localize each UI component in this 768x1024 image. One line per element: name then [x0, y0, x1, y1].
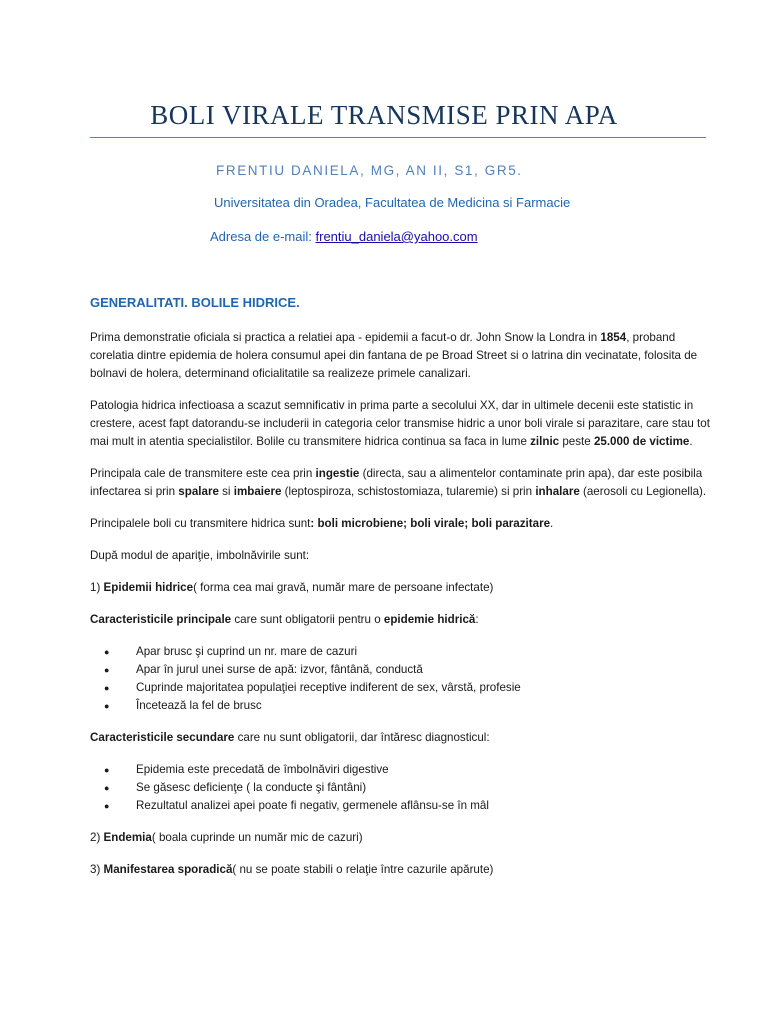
list-item: ● Epidemia este precedată de îmbolnăviri digestive [90, 761, 710, 779]
list-item: ● Apar în jurul unei surse de apă: izvor, fântână, conductă [90, 661, 710, 679]
document-body [90, 329, 710, 893]
document-title: BOLI VIRALE TRANSMISE PRIN APA [150, 100, 618, 130]
bullet-icon: ● [104, 783, 110, 793]
bullet-icon: ● [104, 647, 110, 657]
paragraph-john-snow: Prima demonstratie oficiala si practica a relatiei apa - epidemii a facut-o dr. John Snow la Londra in 1854, proband corelatia dintre epidemia de holera consumul apei din fantana de pe Broad Street si o latrina din vecinatate, folosita de bolnavi de holera, determinand oficialitatile sa realizeze primele canalizari. [90, 331, 698, 380]
secondary-characteristics-list [90, 761, 710, 815]
list-item: ● Rezultatul analizei apei poate fi negativ, germenele aflânsu-se în mâl [90, 797, 710, 815]
university-line: Universitatea din Oradea, Facultatea de Medicina si Farmacie [214, 195, 571, 210]
bullet-icon: ● [104, 683, 110, 693]
list-item: ● Apar brusc şi cuprind un nr. mare de cazuri [90, 643, 710, 661]
title-divider [90, 137, 706, 138]
list-item: ● Cuprinde majoritatea populaţiei receptive indiferent de sex, vârstă, profesie [90, 679, 710, 697]
paragraph-pathology: Patologia hidrica infectioasa a scazut semnificativ in prima parte a secolului XX, dar in ultimele decenii este statistic in crestere, acest fapt datorandu-se includerii in categoria celor transmise hidric a unor boli virale si parazitare, care stau tot mai mult in atentia specialistilor. Bolile cu transmitere hidrica continua sa faca in lume zilnic peste 25.000 de victime. [90, 399, 710, 448]
paragraph-main-characteristics: Caracteristicile principale care sunt obligatorii pentru o epidemie hidrică: [90, 613, 479, 626]
paragraph-disease-types: Principalele boli cu transmitere hidrica sunt: boli microbiene; boli virale; boli parazitare. [90, 517, 554, 530]
bullet-icon: ● [104, 801, 110, 811]
paragraph-endemic: 2) Endemia( boala cuprinde un număr mic de cazuri) [90, 831, 363, 844]
paragraph-secondary-characteristics: Caracteristicile secundare care nu sunt obligatorii, dar întăresc diagnosticul: [90, 731, 490, 744]
paragraph-sporadic: 3) Manifestarea sporadică( nu se poate stabili o relaţie între cazurile apărute) [90, 863, 494, 876]
list-item: ● Încetează la fel de brusc [90, 697, 710, 715]
main-characteristics-list [90, 643, 710, 715]
bullet-icon: ● [104, 665, 110, 675]
email-line [210, 229, 478, 244]
paragraph-epidemics: 1) Epidemii hidrice( forma cea mai gravă, număr mare de persoane infectate) [90, 581, 494, 594]
bullet-icon: ● [104, 765, 110, 775]
email-label: Adresa de e-mail: [210, 229, 316, 244]
section-heading: GENERALITATI. BOLILE HIDRICE. [90, 295, 300, 310]
author-line: FRENTIU DANIELA, MG, AN II, S1, GR5. [216, 163, 523, 178]
email-link[interactable]: frentiu_daniela@yahoo.com [315, 229, 478, 244]
bullet-icon: ● [104, 701, 110, 711]
paragraph-onset: După modul de apariţie, imbolnăvirile sunt: [90, 549, 310, 562]
list-item: ● Se găsesc deficienţe ( la conducte şi fântâni) [90, 779, 710, 797]
paragraph-transmission: Principala cale de transmitere este cea prin ingestie (directa, sau a alimentelor contaminate prin apa), dar este posibila infectarea si prin spalare si imbaiere (leptospiroza, schistostomiaza, tularemie) si prin inhalare (aerosoli cu Legionella). [90, 467, 707, 498]
